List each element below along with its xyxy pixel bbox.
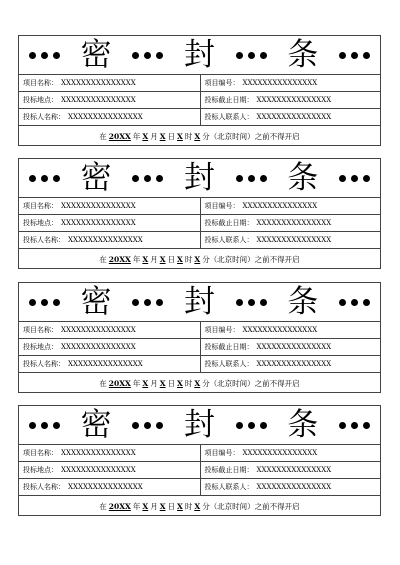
bidder-name-value: XXXXXXXXXXXXXXX <box>68 236 143 244</box>
deadline-minute-unit: 分 <box>202 379 210 388</box>
bid-location-label: 投标地点： <box>23 343 58 351</box>
project-no-value: XXXXXXXXXXXXXXX <box>242 449 318 457</box>
deadline-day-unit: 日 <box>167 255 176 264</box>
deadline-year-unit: 年 <box>132 379 141 388</box>
seal-title <box>19 406 380 445</box>
dot-group <box>236 52 267 59</box>
project-no-value: XXXXXXXXXXXXXXX <box>242 79 318 87</box>
info-row <box>19 339 380 356</box>
opening-deadline <box>19 373 380 394</box>
project-name-cell <box>19 445 200 461</box>
bidder-contact-cell <box>200 356 381 372</box>
deadline-prefix: 在 <box>99 379 107 388</box>
info-row <box>19 232 380 249</box>
deadline-month-unit: 月 <box>150 255 158 264</box>
deadline-hour: X <box>177 502 183 511</box>
deadline-day: X <box>159 379 166 388</box>
bidder-name-value: XXXXXXXXXXXXXXX <box>68 483 143 491</box>
bidder-contact-label: 投标人联系人： <box>204 360 254 368</box>
title-char-mi: 密 <box>80 159 112 196</box>
bidder-contact-label: 投标人联系人： <box>204 483 254 491</box>
bid-location-cell <box>19 215 200 231</box>
dot-group <box>339 422 370 429</box>
bidder-contact-value: XXXXXXXXXXXXXXX <box>256 483 332 491</box>
seal-strip <box>18 35 381 146</box>
bidder-name-cell <box>19 356 200 372</box>
seal-strip <box>18 282 381 393</box>
bidder-contact-cell <box>200 109 381 125</box>
bidder-contact-value: XXXXXXXXXXXXXXX <box>256 113 332 121</box>
bid-deadline-value: XXXXXXXXXXXXXXX <box>256 466 332 474</box>
deadline-day: X <box>159 255 166 264</box>
dot-group <box>29 422 60 429</box>
project-no-cell <box>200 445 381 461</box>
dot-group <box>339 299 370 306</box>
bid-deadline-value: XXXXXXXXXXXXXXX <box>256 219 332 227</box>
project-name-cell <box>19 322 200 338</box>
project-no-label: 项目编号： <box>204 449 240 457</box>
deadline-year: 20XX <box>108 255 131 264</box>
deadline-year: 20XX <box>108 132 131 141</box>
bid-deadline-cell <box>200 462 381 478</box>
info-row <box>19 356 380 373</box>
seal-title <box>19 159 380 198</box>
deadline-suffix: （北京时间）之前不得开启 <box>209 132 300 141</box>
deadline-day: X <box>159 502 166 511</box>
dot-group <box>29 299 60 306</box>
seal-strip <box>18 405 381 516</box>
deadline-month: X <box>142 502 149 511</box>
bid-location-value: XXXXXXXXXXXXXXX <box>61 466 136 474</box>
deadline-suffix: （北京时间）之前不得开启 <box>209 379 300 388</box>
project-no-label: 项目编号： <box>204 202 240 210</box>
bidder-contact-label: 投标人联系人： <box>204 236 254 244</box>
project-name-value: XXXXXXXXXXXXXXX <box>61 326 136 334</box>
bid-location-value: XXXXXXXXXXXXXXX <box>61 96 136 104</box>
deadline-suffix: （北京时间）之前不得开启 <box>209 255 300 264</box>
bid-deadline-value: XXXXXXXXXXXXXXX <box>256 343 332 351</box>
deadline-minute: X <box>194 379 201 388</box>
title-char-mi: 密 <box>80 283 112 320</box>
title-char-feng: 封 <box>183 406 215 443</box>
project-no-cell <box>200 322 381 338</box>
deadline-day-unit: 日 <box>167 502 176 511</box>
title-char-tiao: 条 <box>287 283 319 320</box>
bidder-contact-value: XXXXXXXXXXXXXXX <box>256 236 332 244</box>
bidder-contact-value: XXXXXXXXXXXXXXX <box>256 360 332 368</box>
bid-deadline-label: 投标截止日期： <box>204 96 254 104</box>
bidder-name-label: 投标人名称： <box>23 360 65 368</box>
bid-location-cell <box>19 339 200 355</box>
deadline-hour-unit: 时 <box>184 255 193 264</box>
bidder-contact-cell <box>200 232 381 248</box>
project-name-label: 项目名称： <box>23 79 58 87</box>
bidder-name-value: XXXXXXXXXXXXXXX <box>68 360 143 368</box>
dot-group <box>236 175 267 182</box>
bidder-name-label: 投标人名称： <box>23 113 65 121</box>
bid-deadline-label: 投标截止日期： <box>204 466 254 474</box>
project-name-value: XXXXXXXXXXXXXXX <box>61 202 136 210</box>
project-no-cell <box>200 75 381 91</box>
title-char-feng: 封 <box>183 159 215 196</box>
deadline-minute: X <box>194 255 201 264</box>
deadline-year: 20XX <box>108 502 131 511</box>
bid-deadline-cell <box>200 92 381 108</box>
project-name-label: 项目名称： <box>23 449 58 457</box>
bid-deadline-cell <box>200 215 381 231</box>
deadline-hour: X <box>177 132 183 141</box>
info-row <box>19 445 380 462</box>
project-no-label: 项目编号： <box>204 326 240 334</box>
project-name-value: XXXXXXXXXXXXXXX <box>61 79 136 87</box>
deadline-prefix: 在 <box>99 255 107 264</box>
dot-group <box>29 52 60 59</box>
deadline-day-unit: 日 <box>167 379 176 388</box>
bidder-contact-label: 投标人联系人： <box>204 113 254 121</box>
dot-group <box>236 299 267 306</box>
title-char-tiao: 条 <box>287 36 319 73</box>
bidder-name-cell <box>19 109 200 125</box>
deadline-year: 20XX <box>108 379 131 388</box>
bid-location-cell <box>19 462 200 478</box>
bidder-name-label: 投标人名称： <box>23 236 65 244</box>
dot-group <box>339 175 370 182</box>
bid-deadline-label: 投标截止日期： <box>204 343 254 351</box>
project-no-value: XXXXXXXXXXXXXXX <box>242 326 318 334</box>
dot-group <box>236 422 267 429</box>
deadline-month: X <box>142 379 149 388</box>
bidder-name-cell <box>19 479 200 495</box>
deadline-minute: X <box>194 132 201 141</box>
bid-location-value: XXXXXXXXXXXXXXX <box>61 219 136 227</box>
opening-deadline <box>19 249 380 270</box>
deadline-prefix: 在 <box>99 502 107 511</box>
deadline-day: X <box>159 132 166 141</box>
dot-group <box>132 422 163 429</box>
seal-title <box>19 36 380 75</box>
bidder-name-value: XXXXXXXXXXXXXXX <box>68 113 143 121</box>
dot-group <box>132 299 163 306</box>
deadline-month-unit: 月 <box>150 132 158 141</box>
title-char-mi: 密 <box>80 36 112 73</box>
bid-location-value: XXXXXXXXXXXXXXX <box>61 343 136 351</box>
seal-title <box>19 283 380 322</box>
deadline-hour-unit: 时 <box>184 132 193 141</box>
bid-location-label: 投标地点： <box>23 219 58 227</box>
project-name-label: 项目名称： <box>23 202 58 210</box>
info-row <box>19 215 380 232</box>
info-row <box>19 92 380 109</box>
project-no-label: 项目编号： <box>204 79 240 87</box>
project-name-label: 项目名称： <box>23 326 58 334</box>
info-row <box>19 109 380 126</box>
project-name-cell <box>19 75 200 91</box>
deadline-minute-unit: 分 <box>202 132 210 141</box>
project-name-cell <box>19 198 200 214</box>
deadline-day-unit: 日 <box>167 132 176 141</box>
deadline-suffix: （北京时间）之前不得开启 <box>209 502 300 511</box>
title-char-feng: 封 <box>183 36 215 73</box>
deadline-month-unit: 月 <box>150 379 158 388</box>
bid-location-label: 投标地点： <box>23 466 58 474</box>
deadline-month-unit: 月 <box>150 502 158 511</box>
deadline-minute-unit: 分 <box>202 255 210 264</box>
info-row <box>19 479 380 496</box>
seal-strip <box>18 158 381 269</box>
bidder-name-cell <box>19 232 200 248</box>
deadline-year-unit: 年 <box>132 502 141 511</box>
deadline-month: X <box>142 132 149 141</box>
project-no-cell <box>200 198 381 214</box>
bidder-name-label: 投标人名称： <box>23 483 65 491</box>
bid-deadline-cell <box>200 339 381 355</box>
title-char-tiao: 条 <box>287 159 319 196</box>
deadline-year-unit: 年 <box>132 255 141 264</box>
dot-group <box>132 52 163 59</box>
info-row <box>19 462 380 479</box>
info-row <box>19 75 380 92</box>
bid-deadline-value: XXXXXXXXXXXXXXX <box>256 96 332 104</box>
deadline-minute: X <box>194 502 201 511</box>
info-row <box>19 322 380 339</box>
deadline-hour: X <box>177 379 183 388</box>
bid-deadline-label: 投标截止日期： <box>204 219 254 227</box>
title-char-feng: 封 <box>183 283 215 320</box>
deadline-hour-unit: 时 <box>184 502 193 511</box>
opening-deadline <box>19 496 380 517</box>
deadline-minute-unit: 分 <box>202 502 210 511</box>
dot-group <box>339 52 370 59</box>
opening-deadline <box>19 126 380 147</box>
project-no-value: XXXXXXXXXXXXXXX <box>242 202 318 210</box>
bid-location-cell <box>19 92 200 108</box>
deadline-hour-unit: 时 <box>184 379 193 388</box>
dot-group <box>29 175 60 182</box>
deadline-year-unit: 年 <box>132 132 141 141</box>
bidder-contact-cell <box>200 479 381 495</box>
info-row <box>19 198 380 215</box>
bid-location-label: 投标地点： <box>23 96 58 104</box>
deadline-hour: X <box>177 255 183 264</box>
deadline-month: X <box>142 255 149 264</box>
title-char-tiao: 条 <box>287 406 319 443</box>
dot-group <box>132 175 163 182</box>
deadline-prefix: 在 <box>99 132 107 141</box>
project-name-value: XXXXXXXXXXXXXXX <box>61 449 136 457</box>
title-char-mi: 密 <box>80 406 112 443</box>
